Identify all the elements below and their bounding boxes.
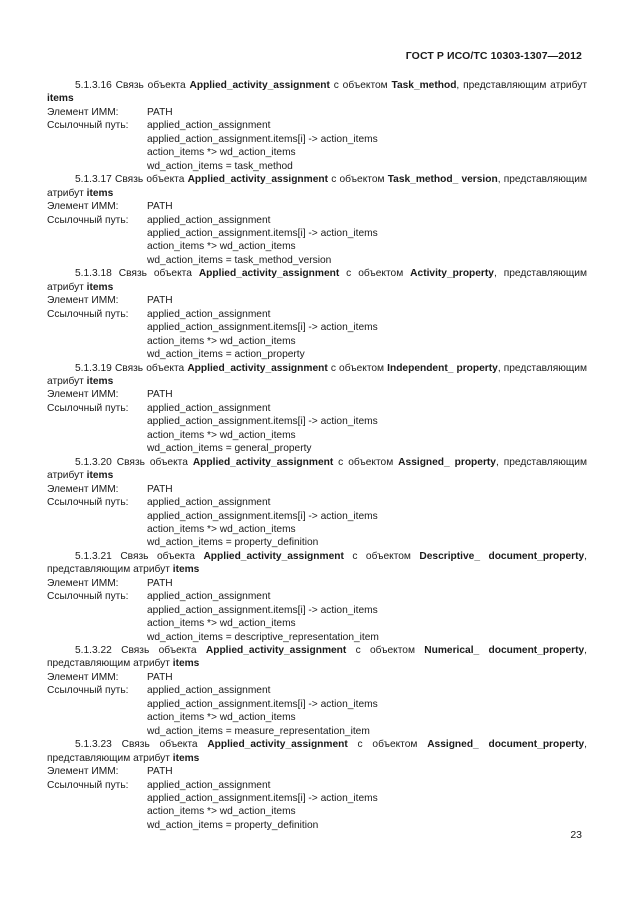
clause-number: 5.1.3.18 [75, 268, 112, 280]
clause-heading [47, 456, 587, 483]
element-label: Элемент ИММ: [47, 483, 119, 495]
target-entity-name: Independent_ property [387, 362, 498, 374]
target-entity-name: Assigned_ document_property [427, 739, 585, 751]
element-label: Элемент ИММ: [47, 671, 119, 683]
element-row [47, 671, 587, 684]
path-line: applied_action_assignment.items[i] -> action_items [147, 698, 378, 710]
path-line: action_items *> wd_action_items [147, 241, 296, 253]
clause-number: 5.1.3.23 [75, 739, 112, 751]
element-label: Элемент ИММ: [47, 389, 119, 401]
target-entity-name: Task_method [391, 80, 457, 91]
clause-heading [47, 267, 587, 294]
path-line: applied_action_assignment [147, 591, 271, 603]
clause-heading [47, 362, 587, 389]
clause-text-pre: Связь объекта [116, 456, 193, 468]
element-row [47, 200, 587, 213]
clause-text-post: , представляющим атрибут [47, 739, 587, 764]
clause-number: 5.1.3.20 [75, 456, 112, 468]
path-line: action_items *> wd_action_items [147, 523, 296, 535]
path-line: applied_action_assignment [147, 308, 271, 320]
clause-text-mid: с объектом [333, 456, 399, 468]
element-value: PATH [147, 671, 173, 683]
element-label: Элемент ИММ: [47, 106, 119, 118]
path-line: applied_action_assignment [147, 120, 271, 132]
clause-text-pre: Связь объекта [121, 739, 208, 751]
clause-text-mid: с объектом [346, 645, 425, 657]
clause-list [47, 79, 587, 832]
path-line: wd_action_items = descriptive_representation_item [147, 631, 379, 643]
page-number: 23 [570, 829, 582, 841]
clause-text-post: , представляющим атрибут [456, 80, 587, 91]
path-line: applied_action_assignment [147, 685, 271, 697]
element-value: PATH [147, 483, 173, 495]
clause-text-pre: Связь объекта [121, 645, 206, 657]
path-row [47, 590, 587, 603]
path-row [47, 308, 587, 321]
mapping-clause [47, 644, 587, 738]
target-entity-name: Numerical_ document_property [424, 645, 585, 657]
page-header: ГОСТ Р ИСО/ТС 10303-1307—2012 [405, 50, 582, 62]
clause-text-mid: с объектом [328, 174, 388, 186]
element-row [47, 577, 587, 590]
element-value: PATH [147, 106, 173, 118]
attribute-name: items [47, 93, 74, 105]
target-entity-name: Task_method_ version [387, 174, 498, 186]
target-entity-name: Assigned_ property [398, 456, 496, 468]
element-label: Элемент ИММ: [47, 766, 119, 778]
path-line: wd_action_items = task_method [147, 160, 293, 172]
attribute-name: items [86, 375, 114, 387]
element-label: Элемент ИММ: [47, 201, 119, 213]
path-line: applied_action_assignment.items[i] -> action_items [147, 416, 378, 428]
path-line: action_items *> wd_action_items [147, 429, 296, 441]
path-line: applied_action_assignment [147, 214, 271, 226]
path-line: applied_action_assignment.items[i] -> action_items [147, 510, 378, 522]
path-row [47, 119, 587, 132]
attribute-name: items [172, 752, 200, 764]
entity-name: Applied_activity_assignment [207, 739, 348, 751]
attribute-name: items [172, 658, 200, 670]
clause-text-pre: Связь объекта [118, 268, 199, 280]
clause-text-mid: с объектом [343, 550, 420, 562]
path-label: Ссылочный путь: [47, 308, 129, 320]
clause-text-post: , представляющим атрибут [47, 174, 587, 199]
clause-number: 5.1.3.21 [75, 550, 112, 562]
element-label: Элемент ИММ: [47, 295, 119, 307]
clause-text-post: , представляющим атрибут [47, 362, 587, 387]
path-line: action_items *> wd_action_items [147, 618, 296, 630]
element-value: PATH [147, 201, 173, 213]
entity-name: Applied_activity_assignment [187, 362, 328, 374]
clause-number: 5.1.3.22 [75, 645, 112, 657]
path-line: applied_action_assignment.items[i] -> action_items [147, 322, 378, 334]
element-value: PATH [147, 295, 173, 307]
target-entity-name: Activity_property [410, 268, 494, 280]
path-line: wd_action_items = property_definition [147, 537, 319, 549]
mapping-clause [47, 550, 587, 644]
mapping-clause [47, 173, 587, 267]
element-label: Элемент ИММ: [47, 577, 119, 589]
element-row [47, 294, 587, 307]
path-line: applied_action_assignment [147, 779, 271, 791]
mapping-clause [47, 79, 587, 173]
path-line: applied_action_assignment [147, 402, 271, 414]
path-label: Ссылочный путь: [47, 779, 129, 791]
mapping-clause [47, 267, 587, 361]
path-line: wd_action_items = action_property [147, 349, 305, 361]
path-line: action_items *> wd_action_items [147, 147, 296, 159]
clause-text-pre: Связь объекта [120, 550, 204, 562]
path-row [47, 496, 587, 509]
path-line: action_items *> wd_action_items [147, 335, 296, 347]
attribute-name: items [86, 470, 114, 482]
clause-text-post: , представляющим атрибут [47, 550, 587, 576]
clause-text-pre: Связь объекта [114, 362, 188, 374]
mapping-clause [47, 456, 587, 550]
path-line: applied_action_assignment.items[i] -> action_items [147, 604, 378, 616]
path-label: Ссылочный путь: [47, 402, 129, 414]
path-line: action_items *> wd_action_items [147, 806, 296, 818]
clause-heading [47, 173, 587, 200]
element-row [47, 765, 587, 778]
mapping-clause [47, 738, 587, 832]
path-label: Ссылочный путь: [47, 214, 129, 226]
path-line: action_items *> wd_action_items [147, 712, 296, 724]
path-label: Ссылочный путь: [47, 685, 129, 697]
entity-name: Applied_activity_assignment [187, 174, 328, 186]
path-row [47, 779, 587, 792]
clause-text-post: , представляющим атрибут [47, 645, 588, 670]
attribute-name: items [86, 187, 114, 199]
element-row [47, 483, 587, 496]
entity-name: Applied_activity_assignment [192, 456, 334, 468]
path-label: Ссылочный путь: [47, 120, 129, 132]
clause-number: 5.1.3.19 [75, 362, 112, 374]
clause-number: 5.1.3.16 [75, 80, 112, 91]
clause-text-mid: с объектом [347, 739, 428, 751]
clause-text-mid: с объектом [327, 362, 388, 374]
element-row [47, 106, 587, 119]
clause-heading [47, 644, 587, 671]
path-line: wd_action_items = task_method_version [147, 254, 332, 266]
path-label: Ссылочный путь: [47, 591, 129, 603]
entity-name: Applied_activity_assignment [205, 645, 347, 657]
path-row [47, 684, 587, 697]
clause-text-post: , представляющим атрибут [47, 456, 587, 482]
clause-heading [47, 79, 587, 106]
path-line: wd_action_items = property_definition [147, 819, 319, 831]
path-line: applied_action_assignment.items[i] -> action_items [147, 133, 378, 145]
clause-number: 5.1.3.17 [75, 174, 112, 186]
clause-heading [47, 738, 587, 765]
element-value: PATH [147, 766, 173, 778]
path-label: Ссылочный путь: [47, 497, 129, 509]
element-value: PATH [147, 577, 173, 589]
path-line: wd_action_items = measure_representation_item [147, 725, 370, 737]
path-line: applied_action_assignment.items[i] -> action_items [147, 227, 378, 239]
path-line: applied_action_assignment.items[i] -> action_items [147, 793, 378, 805]
entity-name: Applied_activity_assignment [198, 268, 340, 280]
entity-name: Applied_activity_assignment [203, 550, 344, 562]
path-row [47, 214, 587, 227]
clause-heading [47, 550, 587, 577]
clause-text-post: , представляющим атрибут [47, 268, 587, 293]
clause-text-mid: с объектом [329, 80, 392, 91]
path-row [47, 402, 587, 415]
element-row [47, 388, 587, 401]
mapping-clause [47, 362, 587, 456]
target-entity-name: Descriptive_ document_property [419, 550, 585, 562]
clause-text-mid: с объектом [339, 268, 411, 280]
document-body [47, 79, 587, 832]
clause-text-pre: Связь объекта [115, 80, 190, 91]
path-line: wd_action_items = general_property [147, 443, 312, 455]
entity-name: Applied_activity_assignment [189, 80, 330, 91]
attribute-name: items [86, 281, 114, 293]
clause-text-pre: Связь объекта [115, 174, 188, 186]
path-line: applied_action_assignment [147, 497, 271, 509]
element-value: PATH [147, 389, 173, 401]
attribute-name: items [172, 564, 200, 576]
